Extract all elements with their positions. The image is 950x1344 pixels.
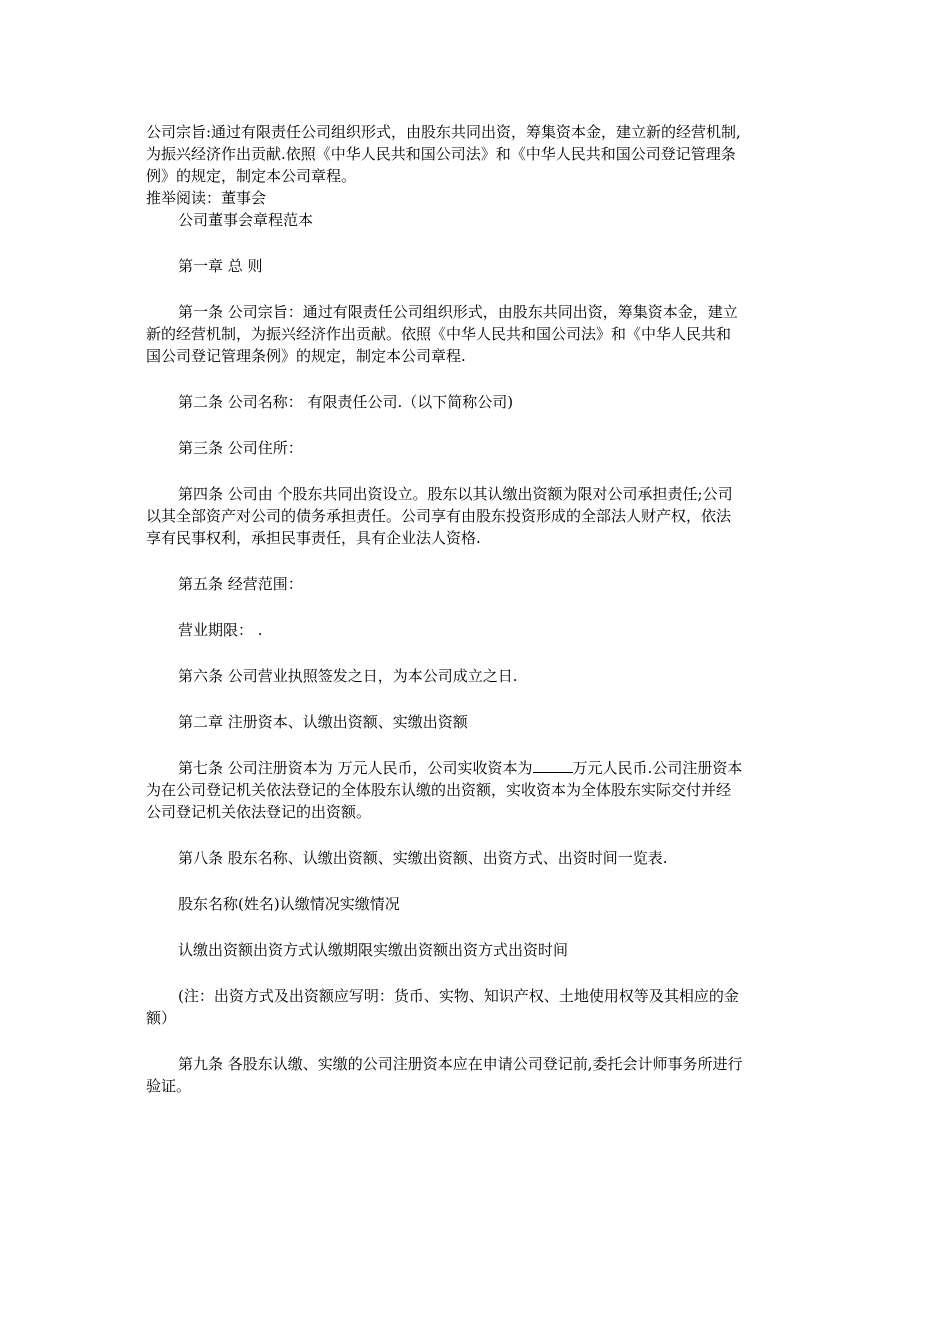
note — [146, 985, 810, 1029]
article-1-line-3: 国公司登记管理条例》的规定，制定本公司章程. — [146, 347, 466, 365]
article-4-line-3: 享有民事权利，承担民事责任，具有企业法人资格. — [146, 529, 481, 547]
article-4 — [146, 483, 810, 549]
table-header-2: 认缴出资额出资方式认缴期限实缴出资额出资方式出资时间 — [178, 941, 569, 959]
note-line-1: (注：出资方式及出资额应写明：货币、实物、知识产权、土地使用权等及其相应的金 — [178, 987, 739, 1005]
article-5: 第五条 经营范围： — [178, 575, 303, 593]
article-9-line-2: 验证。 — [146, 1077, 192, 1095]
article-6: 第六条 公司营业执照签发之日，为本公司成立之日. — [178, 667, 518, 685]
article-9 — [146, 1053, 810, 1097]
article-7-line-3: 公司登记机关依法登记的出资额。 — [146, 803, 372, 821]
article-1 — [146, 301, 810, 367]
article-2: 第二条 公司名称： 有限责任公司.（以下简称公司) — [178, 393, 514, 411]
table-header-1: 股东名称(姓名)认缴情况实缴情况 — [178, 895, 400, 913]
article-1-line-2: 新的经营机制，为振兴经济作出贡献。依照《中华人民共和国公司法》和《中华人民共和 — [146, 325, 732, 343]
chapter-2-heading: 第二章 注册资本、认缴出资额、实缴出资额 — [178, 713, 468, 731]
article-1-line-1: 第一条 公司宗旨：通过有限责任公司组织形式，由股东共同出资，筹集资本金，建立 — [178, 303, 738, 321]
article-3: 第三条 公司住所： — [178, 439, 303, 457]
document-title: 公司董事会章程范本 — [178, 211, 314, 229]
article-8: 第八条 股东名称、认缴出资额、实缴出资额、出资方式、出资时间一览表. — [178, 849, 668, 867]
article-7-line-2: 为在公司登记机关依法登记的全体股东认缴的出资额，实收资本为全体股东实际交付并经 — [146, 781, 732, 799]
intro-line-2: 为振兴经济作出贡献.依照《中华人民共和国公司法》和《中华人民共和国公司登记管理条 — [146, 145, 736, 163]
document-page — [146, 121, 810, 1097]
article-4-line-1: 第四条 公司由 个股东共同出资设立。股东以其认缴出资额为限对公司承担责任;公司 — [178, 485, 733, 503]
article-7-line-1-part-a: 第七条 公司注册资本为 万元人民币，公司实收资本为 — [178, 759, 533, 777]
fill-in-blank — [533, 758, 573, 773]
business-term: 营业期限： . — [178, 621, 263, 639]
recommend-reading: 推举阅读：董事会 — [146, 189, 267, 207]
intro-line-3: 例》的规定，制定本公司章程。 — [146, 167, 357, 185]
article-4-line-2: 以其全部资产对公司的债务承担责任。公司享有由股东投资形成的全部法人财产权，依法 — [146, 507, 732, 525]
note-line-2: 额） — [146, 1009, 177, 1027]
article-9-line-1: 第九条 各股东认缴、实缴的公司注册资本应在申请公司登记前,委托会计师事务所进行 — [178, 1055, 743, 1073]
chapter-1-heading: 第一章 总 则 — [178, 257, 263, 275]
article-7 — [146, 757, 810, 823]
intro-line-1: 公司宗旨:通过有限责任公司组织形式，由股东共同出资，筹集资本金，建立新的经营机制, — [146, 123, 741, 141]
article-7-line-1-part-b: 万元人民币.公司注册资本 — [572, 759, 743, 777]
article-7-line-1 — [146, 757, 810, 779]
